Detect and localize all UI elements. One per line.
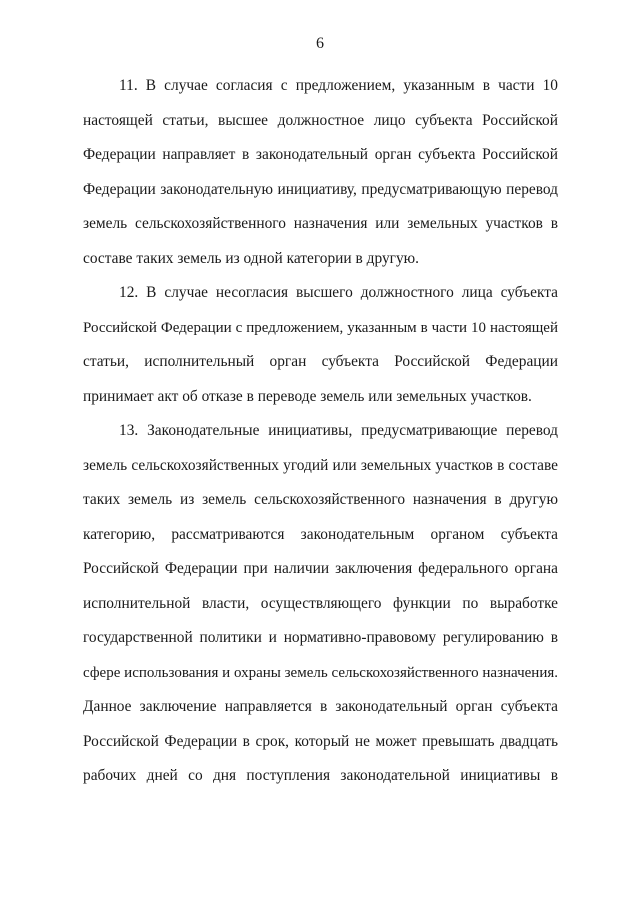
text-line: статьи, исполнительный орган субъекта Российской Федерации — [83, 353, 558, 370]
text-line: Российской Федерации при наличии заключения федерального органа — [83, 560, 558, 577]
text-line: рабочих дней со дня поступления законодательной инициативы в — [83, 767, 558, 784]
text-line: Федерации законодательную инициативу, предусматривающую перевод — [83, 180, 558, 198]
text-line: настоящей статьи, высшее должностное лицо субъекта Российской — [83, 111, 558, 129]
text-line: государственной политики и нормативно-правовому регулированию в — [83, 629, 558, 646]
text-line: 12. В случае несогласия высшего должностного лица субъекта — [119, 284, 558, 301]
text-line: земель сельскохозяйственных угодий или земельных участков в составе — [83, 456, 558, 474]
text-line: Российской Федерации с предложением, указанным в части 10 настоящей — [83, 319, 558, 336]
text-line: сфере использования и охраны земель сельскохозяйственного назначения. — [83, 664, 558, 681]
text-line: составе таких земель из одной категории в другую. — [83, 249, 419, 267]
text-line: Федерации направляет в законодательный орган субъекта Российской — [83, 146, 558, 163]
document-body — [83, 69, 558, 794]
text-line: 13. Законодательные инициативы, предусматривающие перевод — [119, 422, 558, 439]
text-line: принимает акт об отказе в переводе земель или земельных участков. — [83, 387, 532, 405]
text-line: Данное заключение направляется в законодательный орган субъекта — [83, 698, 558, 715]
text-line: земель сельскохозяйственного назначения или земельных участков в — [83, 215, 558, 232]
text-line: категорию, рассматриваются законодательным органом субъекта — [83, 525, 558, 543]
text-line: 11. В случае согласия с предложением, указанным в части 10 — [119, 77, 558, 94]
text-line: таких земель из земель сельскохозяйственного назначения в другую — [83, 491, 558, 508]
text-line: исполнительной власти, осуществляющего функции по выработке — [83, 594, 558, 612]
text-line: Российской Федерации в срок, который не может превышать двадцать — [83, 732, 558, 750]
page-number: 6 — [316, 35, 324, 52]
